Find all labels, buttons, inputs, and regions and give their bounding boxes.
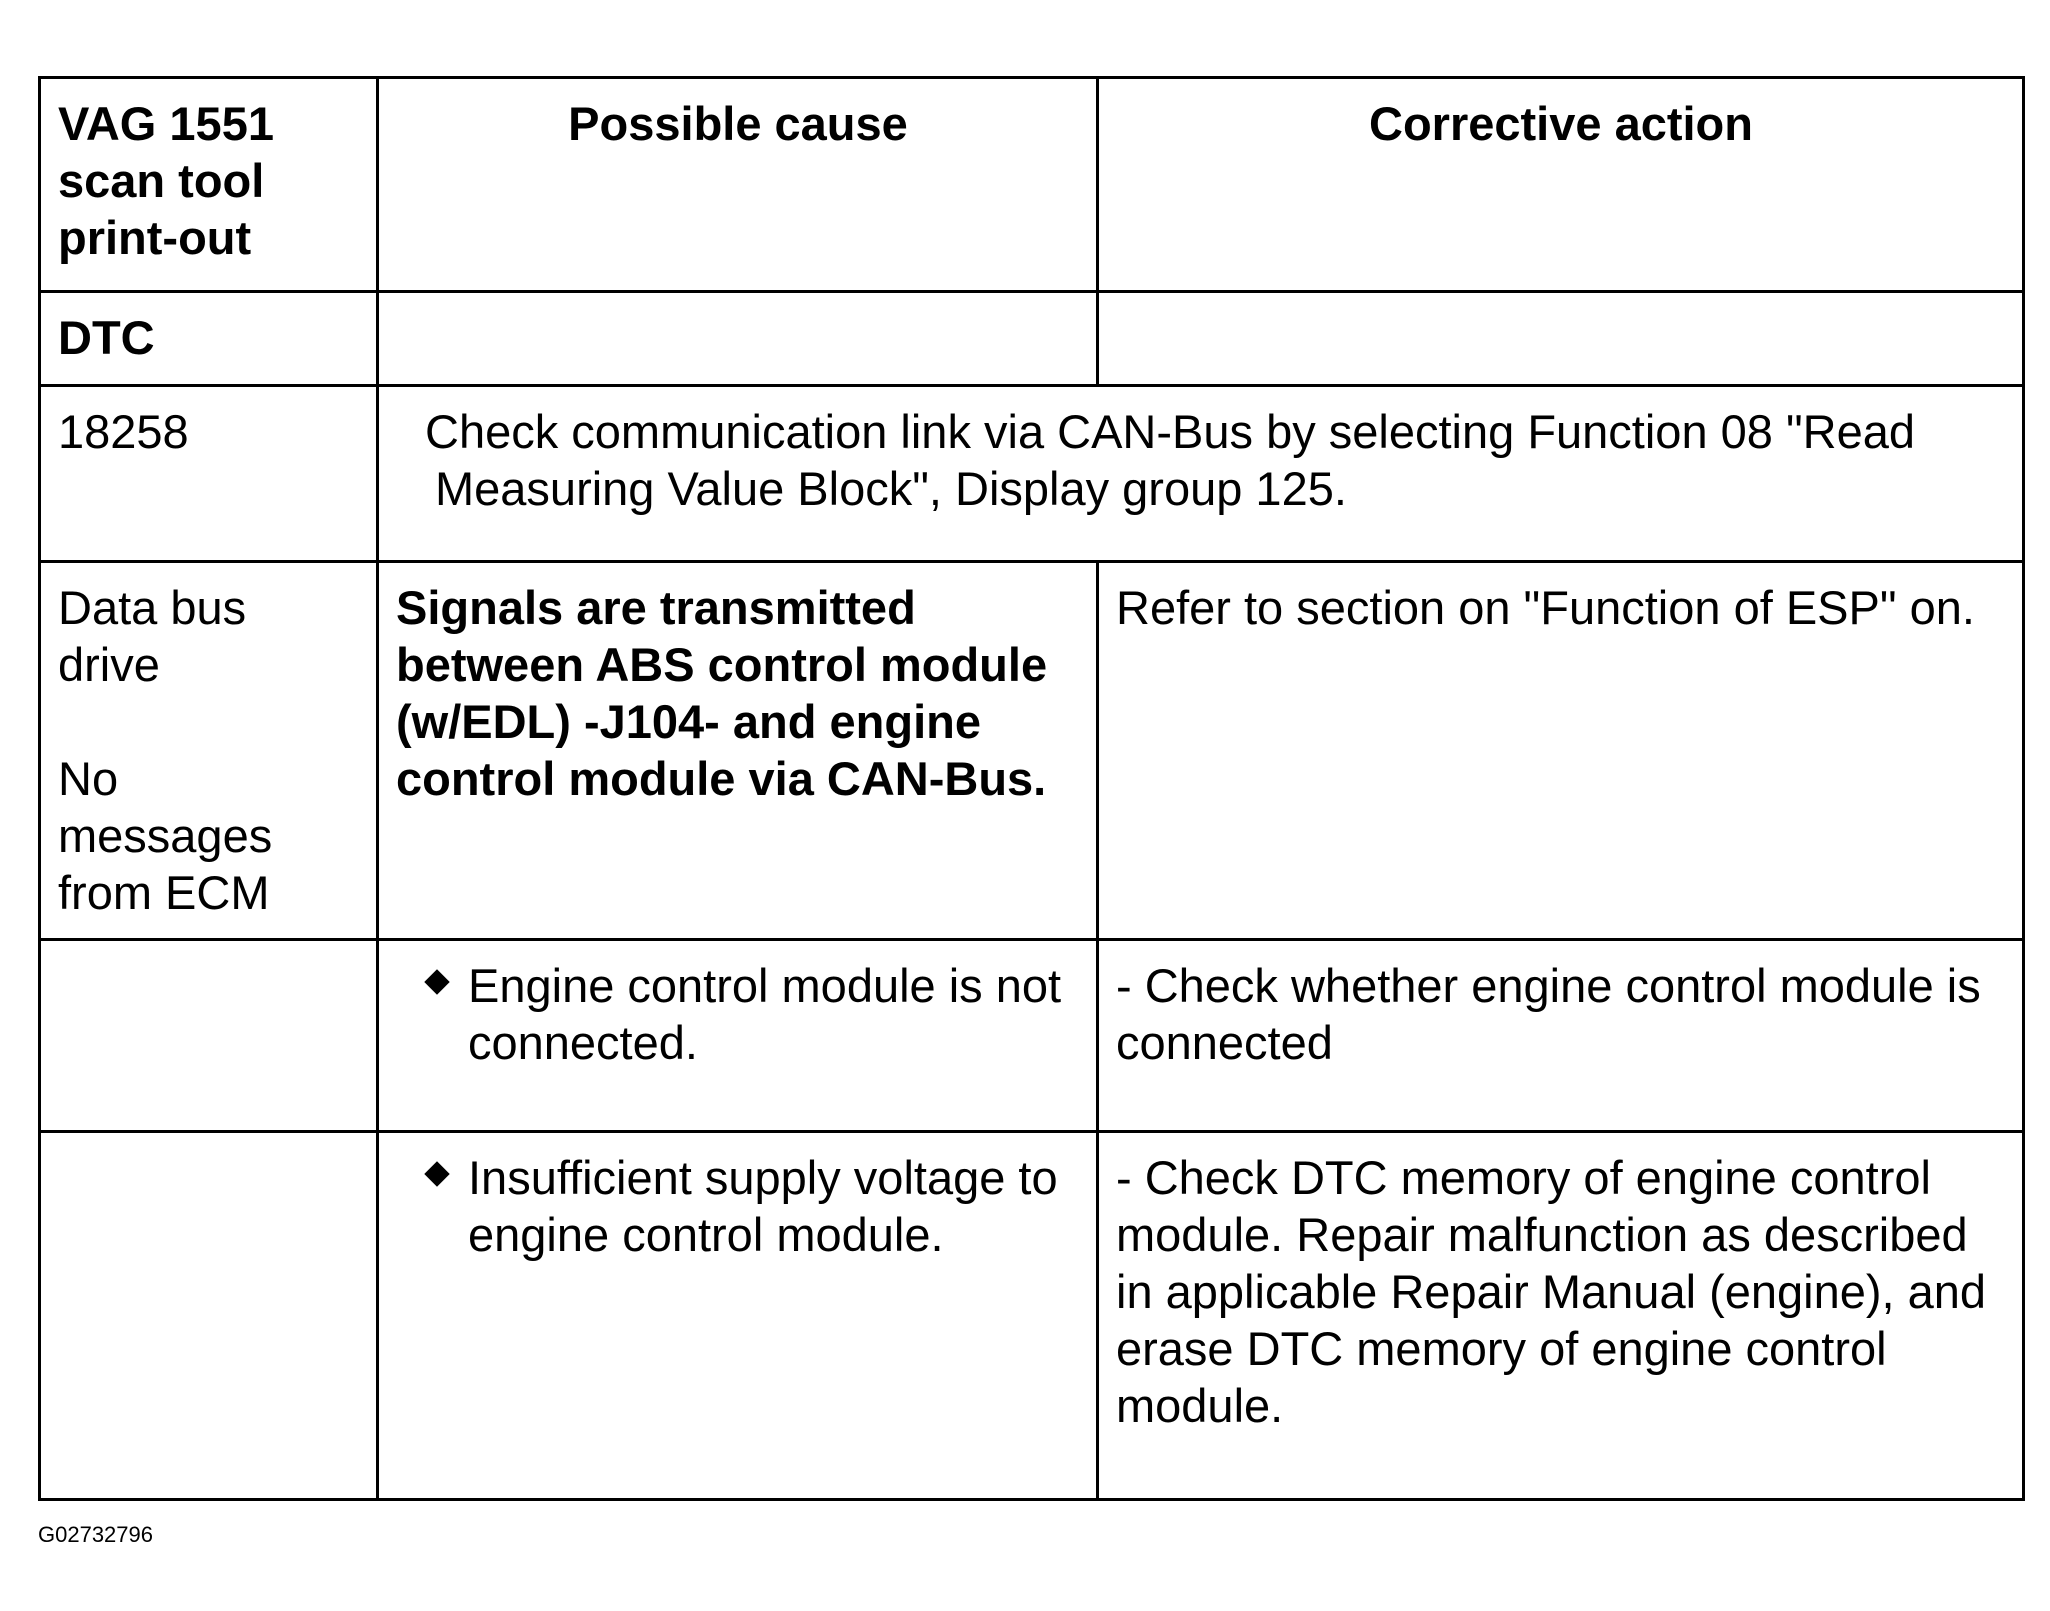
table-row [40,1132,2024,1500]
dtc-check-instruction [378,386,2024,562]
signal-transmission-cause: Signals are transmitted between ABS control module (w/EDL) -J104- and engine control module via CAN-Bus. [378,562,1098,940]
refer-function-of-esp: Refer to section on "Function of ESP" on. [1098,562,2024,940]
empty-printout-cell [40,940,378,1132]
table-row-dtc-code [40,386,2024,562]
action-check-dtc-memory: - Check DTC memory of engine control module. Repair malfunction as described in applicable Repair Manual (engine), and erase DTC memory of engine control module. [1098,1132,2024,1500]
dtc-empty-action [1098,292,2024,386]
cause-ecm-not-connected [378,940,1098,1132]
dtc-code: 18258 [40,386,378,562]
header-col1-line3: print-out [58,211,252,264]
no-messages-line1: No [58,752,119,805]
action-check-ecm-connected: - Check whether engine control module is connected [1098,940,2024,1132]
header-col1-line1: VAG 1551 [58,97,274,150]
diamond-bullet-icon [424,1161,449,1186]
empty-printout-cell [40,1132,378,1500]
header-corrective-action: Corrective action [1098,78,2024,292]
dtc-check-instruction-line1: Check communication link via CAN-Bus by selecting Function 08 "Read [425,405,1916,458]
diamond-bullet-icon [424,969,449,994]
header-possible-cause: Possible cause [378,78,1098,292]
figure-id: G02732796 [38,1522,153,1547]
dtc-empty-cause [378,292,1098,386]
no-messages-line3: from ECM [58,866,270,919]
cause-insufficient-voltage [378,1132,1098,1500]
dtc-check-instruction-line2: Measuring Value Block", Display group 125. [435,462,1347,515]
dtc-table [38,76,2025,1501]
no-messages-line2: messages [58,809,273,862]
header-scan-tool-printout [40,78,378,292]
data-bus-drive-label [40,562,378,940]
table-row [40,940,2024,1132]
data-bus-line1: Data bus [58,581,247,634]
cause-text: Insufficient supply voltage to engine control module. [468,1151,1058,1261]
data-bus-line2: drive [58,638,160,691]
table-header-row [40,78,2024,292]
dtc-label: DTC [40,292,378,386]
table-row-dtc-label [40,292,2024,386]
table-row-data-bus [40,562,2024,940]
header-col1-line2: scan tool [58,154,265,207]
cause-text: Engine control module is not connected. [468,959,1062,1069]
